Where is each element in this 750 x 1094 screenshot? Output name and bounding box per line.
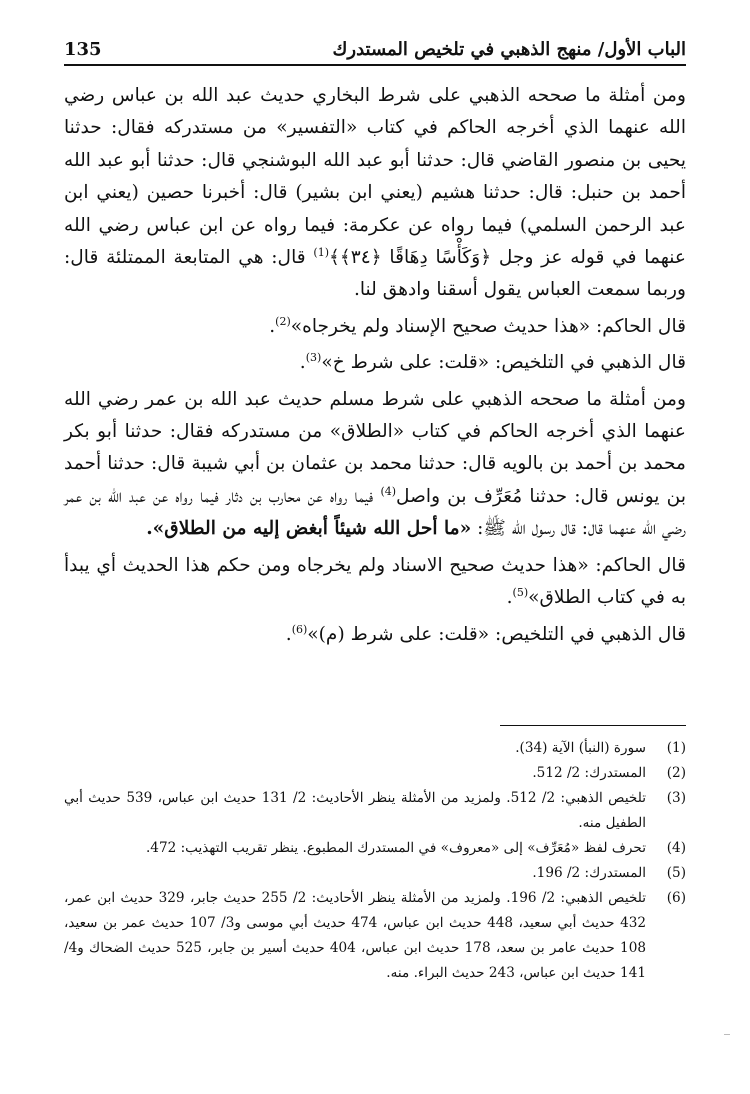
period: .	[269, 315, 276, 337]
footnote-ref-5: (5)	[512, 585, 529, 599]
page-number: 135	[64, 39, 102, 60]
paragraph-text: قال الذهبي في التلخيص: «قلت: على شرط (م)»	[307, 623, 686, 645]
period: .	[506, 587, 513, 609]
footnote-ref-1: (1)	[313, 245, 329, 259]
main-text	[64, 80, 686, 651]
footnote-item	[64, 761, 686, 786]
paragraph-dhahabi-2	[64, 619, 686, 651]
footnote-text: تحرف لفظ «مُعَرِّف» إلى «معروف» في المستدرك المطبوع. ينظر تقريب التهذيب: 472.	[145, 840, 646, 856]
paragraph-hakim-1	[64, 311, 686, 343]
paragraph-dhahabi-1	[64, 347, 686, 379]
footnote-number: (1)	[666, 740, 686, 756]
footnote-text: تلخيص الذهبي: 2/ 196. ولمزيد من الأمثلة ينظر الأحاديث: 2/ 255 حديث جابر، 329 حديث ابن عمر، 432 حديث أبي سعيد، 448 حديث ابن عباس، 474 حديث أبي موسى و3/ 107 حديث عمر بن سعيد، 108 حديث عامر بن سعد، 178 حديث ابن عباس، 404 حديث أسير بن جابر، 525 حديث الضحاك و4/ 141 حديث ابن عباس، 243 حديث البراء. منه.	[64, 890, 647, 981]
footnote-divider	[500, 725, 686, 726]
footnote-ref-2: (2)	[275, 314, 291, 328]
footnote-item	[64, 886, 686, 986]
footnote-text: سورة (النبأ) الآية (34).	[515, 740, 646, 756]
footnote-text: المستدرك: 2/ 196.	[532, 865, 646, 881]
paragraph-text: ومن أمثلة ما صححه الذهبي على شرط البخاري حديث عبد الله بن عباس رضي الله عنهما الذي أخرجه الحاكم في كتاب «التفسير» من مستدركه فقال: حدثنا يحيى بن منصور القاضي قال: حدثنا أبو عبد الله البوشنجي قال: حدثنا أبو عبد الله أحمد بن حنبل: قال: حدثنا هشيم (يعني ابن بشير) قال: أخبرنا حصين (يعني ابن عبد الرحمن السلمي) فيما رواه عن عكرمة: فيما رواه عن ابن عباس رضي الله عنهما في قوله عز وجل ﴿وَكَأْسًا دِهَاقًا ﴿٣٤﴾﴾	[64, 85, 686, 269]
period: .	[299, 352, 306, 374]
period: .	[285, 623, 292, 645]
footnote-item	[64, 736, 686, 761]
chapter-title: الباب الأول/ منهج الذهبي في تلخيص المستدرك	[332, 39, 686, 60]
footnote-text: المستدرك: 2/ 512.	[532, 765, 646, 781]
footnote-number: (2)	[666, 765, 686, 781]
footnote-number: (4)	[666, 840, 686, 856]
paragraph-text: قال الذهبي في التلخيص: «قلت: على شرط خ»	[321, 352, 686, 374]
paragraph-text-tail: فيما رواه عن محارب بن دثار فيما رواه عن عبد الله بن عمر رضي الله عنهما قال: قال رسول الله ﷺ:	[64, 485, 686, 540]
footnote-item	[64, 861, 686, 886]
paragraph-text: قال الحاكم: «هذا حديث صحيح الإسناد ولم يخرجاه»	[290, 315, 686, 337]
paragraph-muslim-example	[64, 384, 686, 546]
margin-mark	[724, 1034, 730, 1035]
footnote-ref-3: (3)	[305, 351, 322, 365]
paragraph-text: ومن أمثلة ما صححه الذهبي على شرط مسلم حديث عبد الله بن عمر رضي الله عنهما الذي أخرجه الحاكم في كتاب «الطلاق» من مستدركه فقال: حدثنا أبو بكر محمد بن أحمد بن بالويه قال: حدثنا محمد بن عثمان بن أبي شيبة قال: حدثنا أحمد بن يونس قال: حدثنا مُعَرِّف بن واصل	[64, 388, 686, 507]
footnote-item	[64, 836, 686, 861]
footnote-ref-4: (4)	[380, 484, 397, 498]
footnote-number: (5)	[666, 865, 686, 881]
footnote-item	[64, 786, 686, 836]
footnote-number: (6)	[666, 890, 686, 906]
footnote-number: (3)	[666, 790, 686, 806]
paragraph-text-tail: قال: هي المتابعة الممتلئة قال: وربما سمعت العباس يقول أسقنا وادهق لنا.	[64, 247, 686, 301]
paragraph-text: قال الحاكم: «هذا حديث صحيح الاسناد ولم يخرجاه ومن حكم هذا الحديث أي يبدأ به في كتاب الطلاق»	[64, 554, 686, 609]
footnote-text: تلخيص الذهبي: 2/ 512. ولمزيد من الأمثلة ينظر الأحاديث: 2/ 131 حديث ابن عباس، 539 حديث أبي الطفيل منه.	[64, 790, 646, 831]
paragraph-bukhari-example	[64, 80, 686, 307]
hadith-quote: «ما أحل الله شيئاً أبغض إليه من الطلاق».	[146, 518, 472, 540]
footnotes	[64, 736, 686, 986]
paragraph-hakim-2	[64, 550, 686, 615]
footnote-ref-6: (6)	[291, 622, 308, 636]
running-header	[64, 30, 686, 66]
